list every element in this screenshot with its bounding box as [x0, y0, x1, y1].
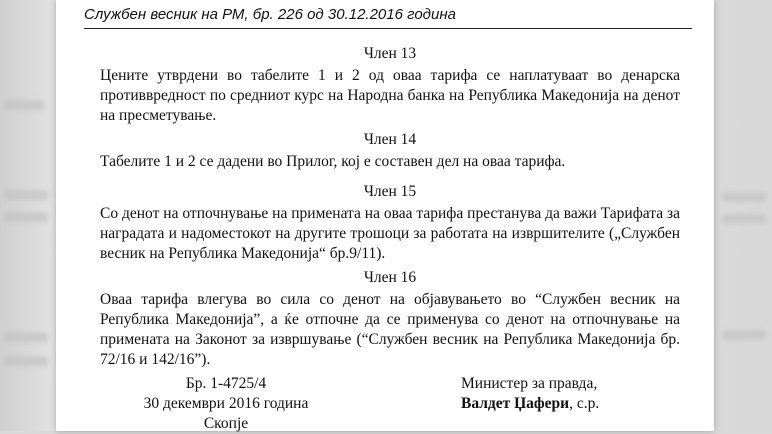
- document-date: 30 декември 2016 година: [143, 395, 309, 412]
- article-body: Со денот на отпочнување на примената на оваа тарифа престанува да важи Тарифата за наградата и надоместокот на другите трошоци за работата на извршителите („Службен весник на Република Македонија“ бр.9/11).: [100, 205, 680, 262]
- article-16: [100, 268, 680, 370]
- document-page: [56, 0, 714, 431]
- ghost-text: [4, 212, 48, 222]
- signatory-suffix: , с.р.: [569, 395, 600, 412]
- ghost-text: [722, 330, 766, 340]
- article-13: [100, 44, 680, 126]
- gazette-header: Службен весник на РМ, бр. 226 од 30.12.2016 година: [84, 4, 692, 29]
- article-body: Оваа тарифа влегува во сила со денот на објавувањето во “Службен весник на Република Македонија”, а ќе отпочне да се применува со денот на отпочнување на примената на Законот за извршување (“Службен весник на Република Македонија бр. 72/16 и 142/16”).: [100, 291, 680, 368]
- article-body: Табелите 1 и 2 се дадени во Прилог, кој е составен дел на оваа тарифа.: [100, 153, 566, 170]
- article-14: [100, 130, 680, 172]
- document-number: Бр. 1-4725/4: [185, 375, 267, 392]
- article-15: [100, 182, 680, 264]
- document-place: Скопје: [203, 415, 249, 432]
- ghost-text: [4, 100, 44, 110]
- signatory-role: Министер за правда,: [461, 375, 598, 392]
- ghost-text: [722, 214, 766, 224]
- article-title: Член 13: [363, 45, 417, 62]
- article-title: Член 14: [363, 131, 417, 148]
- article-title: Член 16: [363, 269, 417, 286]
- ghost-text: [722, 192, 766, 202]
- ghost-text: [4, 190, 48, 200]
- signatory-line: [461, 394, 661, 414]
- ghost-text: [4, 356, 48, 366]
- article-title: Член 15: [363, 183, 417, 200]
- signatory: [461, 374, 661, 414]
- ghost-text: [4, 332, 48, 342]
- document-reference: [126, 374, 326, 434]
- article-body: Цените утврдени во табелите 1 и 2 од оваа тарифа се наплатуваат во денарска противвредност по средниот курс на Народна банка на Република Македонија на денот на пресметување.: [100, 67, 680, 124]
- signatory-name: Валдет Џафери: [461, 395, 570, 412]
